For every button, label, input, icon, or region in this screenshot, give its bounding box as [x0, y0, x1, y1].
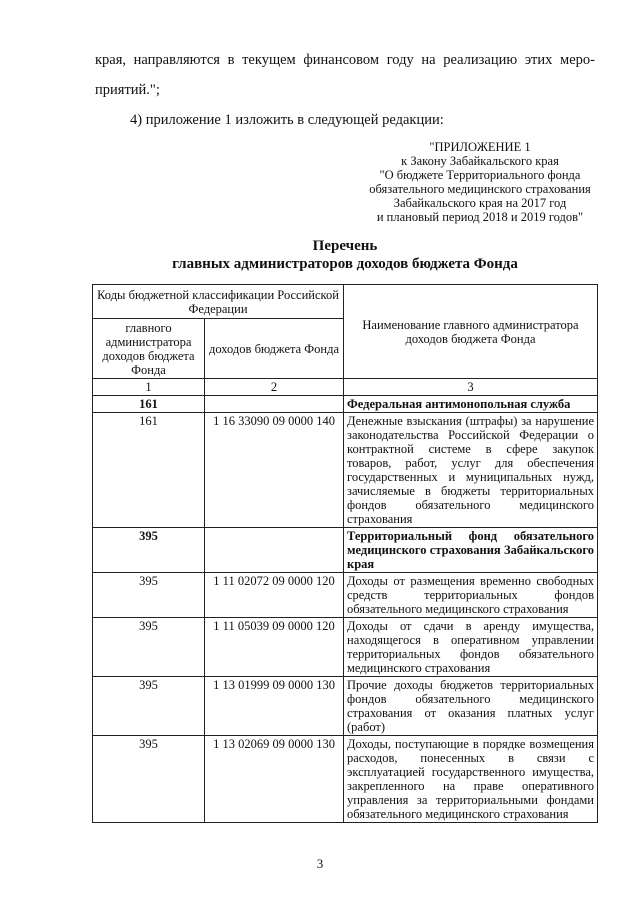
administrator-name-cell: Территориальный фонд обязательного медицинского страхования Забайкальского края — [344, 528, 598, 573]
appendix-caption-line: к Закону Забайкальского края — [401, 154, 559, 168]
appendix-caption-line: Забайкальского края на 2017 год — [393, 196, 567, 210]
column-number-cell: 3 — [344, 379, 598, 396]
administrator-name-cell: Прочие доходы бюджетов территориальных фондов обязательного медицинского страхования от оказания платных услуг (работ) — [344, 677, 598, 736]
admin-code-cell: 395 — [93, 528, 205, 573]
administrators-table — [92, 284, 598, 823]
appendix-caption-line: обязательного медицинского страхования — [369, 182, 591, 196]
income-code-cell: 1 13 01999 09 0000 130 — [205, 677, 344, 736]
document-title — [100, 237, 590, 273]
intro-paragraph-line1-cont: приятий."; — [95, 82, 160, 98]
table-row — [93, 396, 598, 413]
administrator-name-cell: Доходы, поступающие в порядке возмещения расходов, понесенных в связи с эксплуатацией государственного имущества, закрепленного на праве оперативного управления за территориальными фондами обязательного медицинского страхования — [344, 736, 598, 823]
administrator-name-cell: Федеральная антимонопольная служба — [344, 396, 598, 413]
appendix-caption-line: "О бюджете Территориального фонда — [379, 168, 581, 182]
page-number: 3 — [316, 856, 324, 871]
admin-code-cell: 395 — [93, 736, 205, 823]
admin-code-cell: 395 — [93, 677, 205, 736]
admin-code-cell: 161 — [93, 413, 205, 528]
administrator-name-cell: Денежные взыскания (штрафы) за нарушение законодательства Российской Федерации о контрактной системе в сфере закупок товаров, работ, услуг для обеспечения государственных и муниципальных нужд, зачисляемые в бюджеты территориальных фондов обязательного медицинского страхования — [344, 413, 598, 528]
column-number-cell: 2 — [205, 379, 344, 396]
header-col3-cell: Наименование главного администратора доходов бюджета Фонда — [344, 285, 598, 379]
admin-code-cell: 161 — [93, 396, 205, 413]
income-code-cell — [205, 396, 344, 413]
income-code-cell: 1 16 33090 09 0000 140 — [205, 413, 344, 528]
table-row — [93, 618, 598, 677]
document-title-line1: Перечень — [312, 238, 378, 254]
appendix-caption-line: "ПРИЛОЖЕНИЕ 1 — [429, 140, 531, 154]
column-number-cell: 1 — [93, 379, 205, 396]
appendix-caption-line: и плановый период 2018 и 2019 годов" — [376, 210, 584, 224]
header-group-cell: Коды бюджетной классификации Российской Федерации — [93, 285, 344, 319]
table-row — [93, 677, 598, 736]
income-code-cell: 1 11 05039 09 0000 120 — [205, 618, 344, 677]
header-row-group — [93, 285, 598, 319]
table-row — [93, 573, 598, 618]
income-code-cell — [205, 528, 344, 573]
document-title-line2: главных администраторов доходов бюджета Фонда — [172, 256, 518, 272]
intro-paragraph-line1: края, направляются в текущем финансовом году на реализацию этих меро- — [95, 52, 595, 68]
table-row — [93, 736, 598, 823]
header-col1-cell: главного администратора доходов бюджета Фонда — [93, 319, 205, 379]
appendix-caption — [330, 140, 630, 224]
income-code-cell: 1 11 02072 09 0000 120 — [205, 573, 344, 618]
income-code-cell: 1 13 02069 09 0000 130 — [205, 736, 344, 823]
intro-paragraph-line2: 4) приложение 1 изложить в следующей редакции: — [130, 112, 444, 128]
column-number-row — [93, 379, 598, 396]
header-col2-cell: доходов бюджета Фонда — [205, 319, 344, 379]
administrator-name-cell: Доходы от сдачи в аренду имущества, находящегося в оперативном управлении территориальных фондов обязательного медицинского страхования — [344, 618, 598, 677]
admin-code-cell: 395 — [93, 618, 205, 677]
administrator-name-cell: Доходы от размещения временно свободных средств территориальных фондов обязательного медицинского страхования — [344, 573, 598, 618]
admin-code-cell: 395 — [93, 573, 205, 618]
table-row — [93, 413, 598, 528]
table-row — [93, 528, 598, 573]
